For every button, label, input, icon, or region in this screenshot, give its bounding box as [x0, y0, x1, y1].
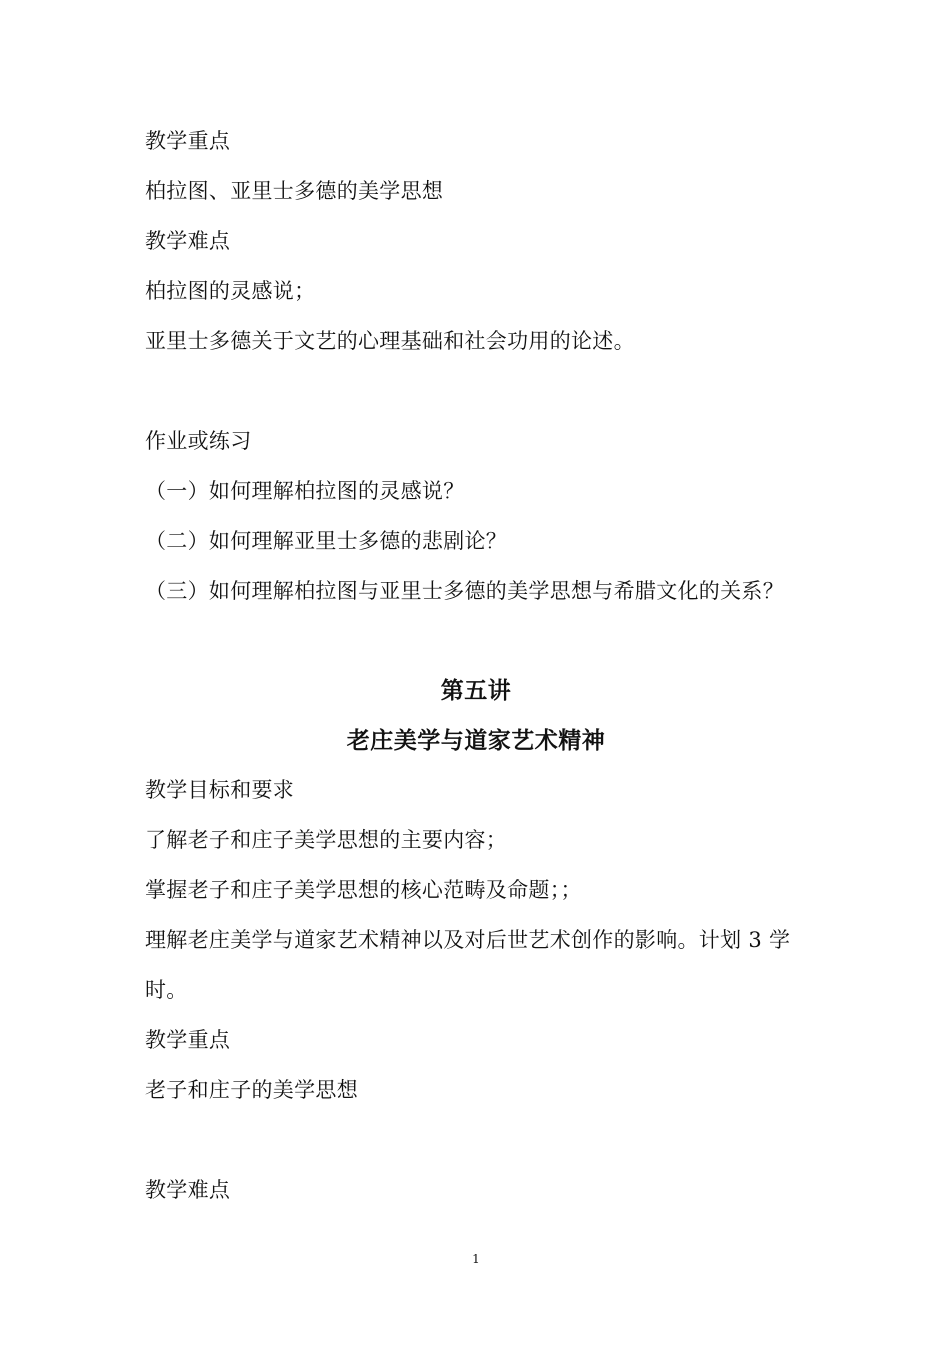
section-heading-exercises: 作业或练习	[145, 429, 252, 453]
section-heading-key-points: 教学重点	[145, 129, 231, 153]
key-points-text-2: 老子和庄子的美学思想	[145, 1078, 358, 1102]
exercise-item-1: （一）如何理解柏拉图的灵感说？	[145, 479, 465, 503]
difficulty-item-2: 亚里士多德关于文艺的心理基础和社会功用的论述。	[145, 329, 635, 353]
difficulty-item-1: 柏拉图的灵感说；	[145, 279, 316, 303]
objective-item-2: 掌握老子和庄子美学思想的核心范畴及命题；；	[145, 878, 582, 902]
section-heading-key-points-2: 教学重点	[145, 1028, 231, 1052]
lecture-number-heading: 第五讲	[440, 677, 512, 704]
section-heading-difficulties: 教学难点	[145, 229, 231, 253]
lecture-title-heading: 老庄美学与道家艺术精神	[346, 727, 606, 754]
objective-item-3-continued: 时。	[145, 978, 188, 1002]
section-heading-difficulties-2: 教学难点	[145, 1178, 231, 1202]
exercise-item-2: （二）如何理解亚里士多德的悲剧论？	[145, 529, 508, 553]
objective-item-3: 理解老庄美学与道家艺术精神以及对后世艺术创作的影响。计划 3 学	[145, 928, 791, 952]
page-number: 1	[472, 1252, 480, 1266]
section-heading-objectives: 教学目标和要求	[145, 778, 295, 802]
key-points-text: 柏拉图、亚里士多德的美学思想	[145, 179, 444, 203]
objective-item-1: 了解老子和庄子美学思想的主要内容；	[145, 828, 508, 852]
exercise-item-3: （三）如何理解柏拉图与亚里士多德的美学思想与希腊文化的关系？	[145, 579, 784, 603]
